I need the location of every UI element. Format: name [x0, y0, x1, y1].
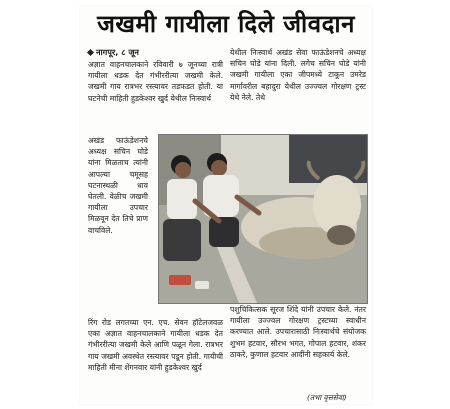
article-left-bottom-text: रिंग रोड लगतच्या एन. एच. सेवन हॉटेलजवळ एका अज्ञात वाहनचालकाने गायीला धडक देत गंभीररीत्या जखमी केले आणि पळून गेला. रात्रभर गाय जखमी अवस्थेत रस्त्यावर पडून होती. गायीची माहिती मीना शेंगनवार यांनी हुडकेश्वर खुर्द	[88, 318, 223, 372]
dateline-text: नागपूर, ८ जून	[96, 47, 139, 57]
photo-bottle	[195, 281, 209, 289]
photo-medicine-box	[169, 275, 191, 285]
photo-person-pants	[163, 219, 201, 261]
photo-person-shirt	[167, 179, 197, 219]
article-narrow-column-text: अखंड फाऊंडेशनचे अध्यक्ष सचिन घोडे यांना मिळताच त्यांनी आपल्या चमूसह घटनास्थळी धाव घेतली. वेळीच जखमी गायीला उपचार मिळवून देत तिचे प्राण वाचविले.	[88, 136, 148, 235]
photo-person-pants	[209, 217, 239, 247]
article-right-bottom-text: पशुचिकित्सक सूरज शिंदे यांनी उपचार केले. नंतर गायीला उज्ज्वल गोरक्षण ट्रस्टच्या स्वाधीन करण्यात आले. उपचारासाठी निःस्वार्थचे संयोजक शुभम हटवार, सौरभ भगत, गोपाल हटवार, शंकर ठाकरे, कुणाल हटवार आदींनी सहकार्य केले.	[230, 305, 366, 359]
photo-cow-muzzle	[327, 225, 355, 245]
article-right-top-text: येथील निःस्वार्थ अखंड सेवा फाऊंडेशनचे अध्यक्ष सचिन घोडे यांना दिली. लगेच सचिन घोडे यांनी जखमी गायीला एका जीपमध्ये टाकून उमरेड मार्गावरील बहादुरा येथील उज्ज्वल गोरक्षण ट्रस्ट येथे नेले. तेथे	[230, 48, 366, 102]
news-photo	[158, 134, 368, 304]
bullet-icon	[87, 49, 94, 56]
article-left-top-text: अज्ञात वाहनचालकाने रविवारी ७ जूनच्या रात्री गायीला धडक देत गंभीररीत्या जखमी केले. जखमी गाय रात्रभर रस्त्यावर तडफडत होती. या घटनेची माहिती हुडकेश्वर खुर्द येथील निःस्वार्थ	[88, 60, 223, 103]
cow-rescue-photo	[159, 135, 367, 303]
photo-person-face	[211, 160, 227, 176]
newspaper-clipping	[80, 6, 372, 404]
headline: जखमी गायीला दिले जीवदान	[97, 10, 355, 38]
dateline	[88, 47, 139, 58]
news-credit: (तभा वृत्तसेवा)	[307, 393, 347, 402]
photo-person-face	[175, 162, 191, 178]
